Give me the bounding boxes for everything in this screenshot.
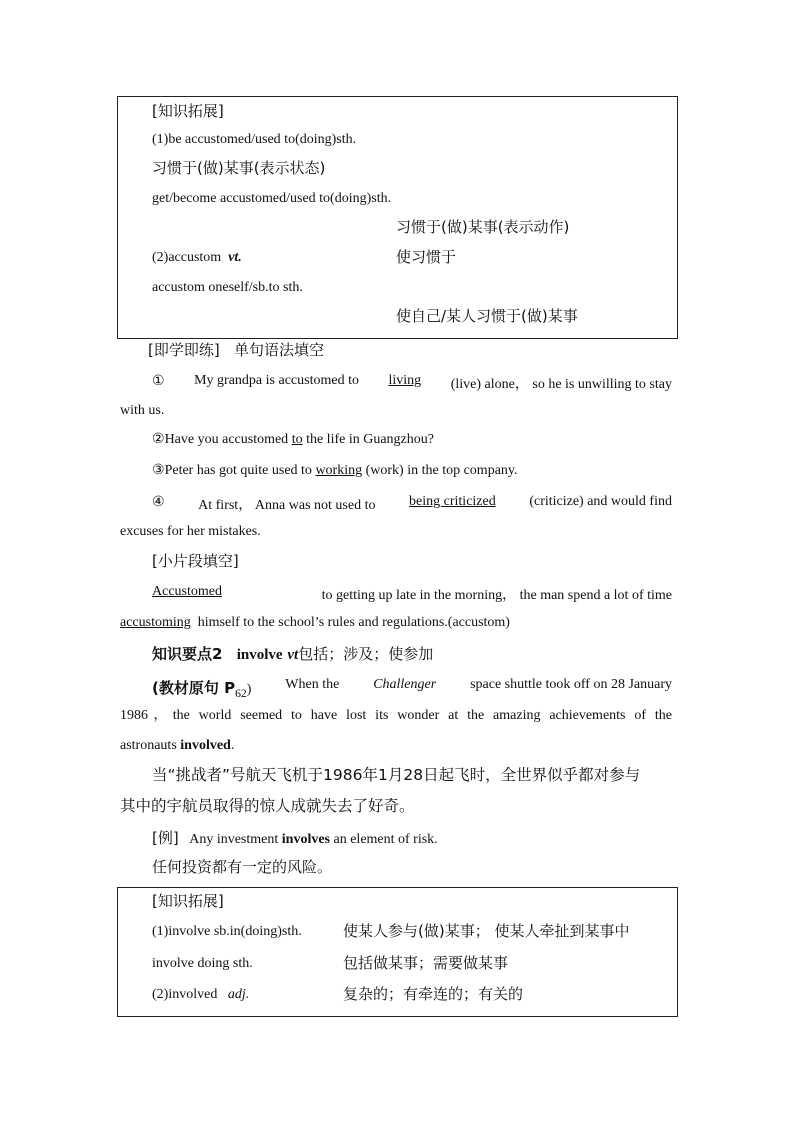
q3-pre: Peter has got quite used to xyxy=(164,463,312,478)
q1-answer: living xyxy=(388,373,422,388)
q3-answer: working xyxy=(315,463,363,478)
paragraph-heading: [小片段填空] xyxy=(152,552,239,570)
source-line3 xyxy=(120,738,234,755)
source-translation-1: 当“挑战者”号航天飞机于1986年1月28日起飞时，全世界似乎都对参与 xyxy=(152,766,641,784)
paragraph-answer-2: accustoming xyxy=(120,615,191,630)
paragraph-answer-1: Accustomed xyxy=(152,584,222,599)
source-label: (教材原句 P xyxy=(152,679,236,697)
example-pre: Any investment xyxy=(189,832,279,847)
q2-post: the life in Guangzhou? xyxy=(306,432,434,447)
box1-line4 xyxy=(152,250,242,267)
box2-line2: involve doing sth. xyxy=(152,956,253,971)
source-line2: 1986，the world seemed to have lost its wonder at the amazing achievements of the xyxy=(120,708,672,723)
paragraph-line2 xyxy=(120,615,510,632)
source-page: 62 xyxy=(235,686,247,700)
source-t1: When the xyxy=(285,677,340,692)
practice-label: [即学即练] xyxy=(148,341,220,359)
point2-word: involve xyxy=(236,647,283,663)
box2-line2-zh: 包括做某事；需要做某事 xyxy=(343,954,509,972)
example-post: an element of risk. xyxy=(333,832,438,847)
point2-pos: vt xyxy=(287,647,299,663)
example-line xyxy=(152,829,438,849)
box2-line3-zh: 复杂的；有牵连的；有关的 xyxy=(343,985,524,1003)
paragraph-text-1: to getting up late in the morning， the man spend a lot of time xyxy=(321,588,672,603)
source-close: ) xyxy=(246,682,252,697)
q4-pre: At first， Anna was not used to xyxy=(198,498,376,513)
point2-meaning: 包括；涉及；使参加 xyxy=(298,645,434,663)
q4-post: (criticize) and would find xyxy=(529,494,672,509)
box1-line1: (1)be accustomed/used to(doing)sth. xyxy=(152,132,357,147)
question-4 xyxy=(152,494,672,514)
paragraph-text-2: himself to the school’s rules and regulations.(accustom) xyxy=(197,615,510,630)
source-t2: space shuttle took off on 28 January xyxy=(470,677,672,692)
box1-line4-pos: vt. xyxy=(228,250,242,265)
box1-line5-zh: 使自己/某人习惯于(做)某事 xyxy=(396,307,578,325)
source-l3-bold: involved xyxy=(180,738,231,753)
q3-num: ③ xyxy=(152,463,165,478)
q1-post: (live) alone， so he is unwilling to stay xyxy=(450,377,672,392)
source-l3-end: . xyxy=(230,738,235,753)
example-translation: 任何投资都有一定的风险。 xyxy=(152,858,333,876)
point2-heading xyxy=(152,645,433,664)
q1-continued: with us. xyxy=(120,403,165,418)
point2-label: 知识要点2 xyxy=(152,645,223,663)
box1-line4-zh: 使习惯于 xyxy=(396,248,457,266)
practice-heading xyxy=(148,341,324,359)
practice-title: 单句语法填空 xyxy=(234,341,325,359)
paragraph-line1 xyxy=(152,584,672,604)
box1-line3: get/become accustomed/used to(doing)sth. xyxy=(152,191,392,206)
q3-post: (work) in the top company. xyxy=(365,463,518,478)
source-l3-pre: astronauts xyxy=(120,738,177,753)
box2-line1-zh: 使某人参与(做)某事； 使某人牵扯到某事中 xyxy=(343,922,630,940)
box2-line3 xyxy=(152,987,249,1004)
q4-num: ④ xyxy=(152,495,165,510)
example-label: [例] xyxy=(152,829,179,847)
q1-pre: My grandpa is accustomed to xyxy=(194,373,359,388)
q4-continued: excuses for her mistakes. xyxy=(120,524,261,539)
source-line1 xyxy=(152,677,672,700)
box2-line1: (1)involve sb.in(doing)sth. xyxy=(152,924,302,939)
box1-line2: 习惯于(做)某事(表示状态) xyxy=(152,159,326,177)
q2-pre: Have you accustomed xyxy=(164,432,289,447)
example-bold: involves xyxy=(281,832,330,847)
box1-heading: [知识拓展] xyxy=(152,102,224,120)
box1-line3-zh: 习惯于(做)某事(表示动作) xyxy=(396,218,570,236)
question-1 xyxy=(152,373,672,393)
box2-line3-pos: adj. xyxy=(227,987,250,1002)
box2-heading: [知识拓展] xyxy=(152,892,224,910)
box2-line3-word: (2)involved xyxy=(152,987,218,1002)
box1-line4-word: (2)accustom xyxy=(152,250,222,265)
source-ship: Challenger xyxy=(373,677,437,692)
q4-answer: being criticized xyxy=(409,494,496,509)
q1-num: ① xyxy=(152,374,165,389)
source-translation-2: 其中的宇航员取得的惊人成就失去了好奇。 xyxy=(120,797,415,815)
box1-line5: accustom oneself/sb.to sth. xyxy=(152,280,303,295)
question-2 xyxy=(152,432,434,449)
q2-num: ② xyxy=(152,432,165,447)
q2-answer: to xyxy=(291,432,303,447)
question-3 xyxy=(152,463,518,480)
